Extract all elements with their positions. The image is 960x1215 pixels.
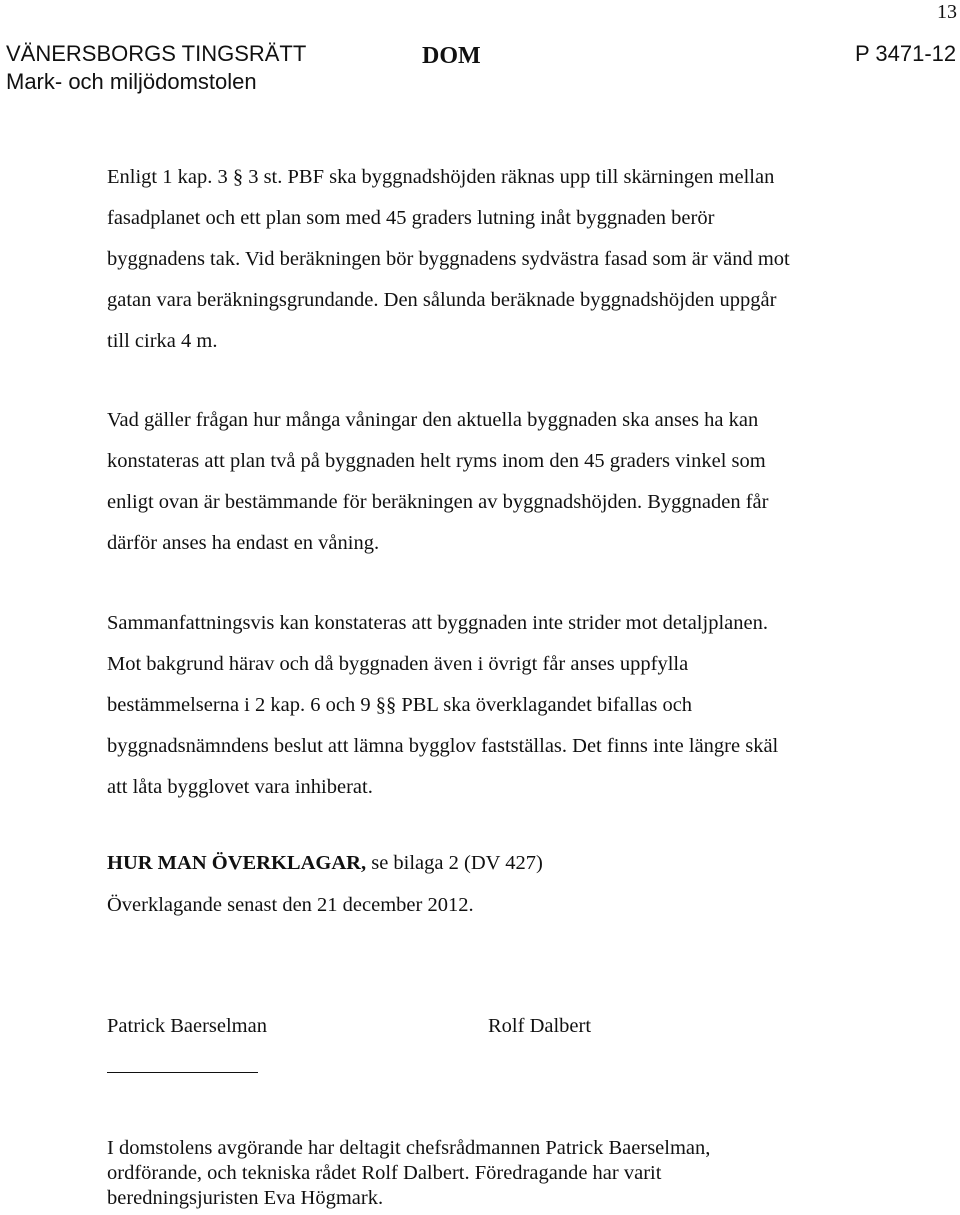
signature-left: Patrick Baerselman: [107, 1015, 267, 1037]
court-division: Mark- och miljödomstolen: [6, 69, 257, 94]
text-line: Vad gäller frågan hur många våningar den aktuella byggnaden ska anses ha kan: [107, 409, 759, 431]
appeal-heading: HUR MAN ÖVERKLAGAR,: [107, 852, 367, 874]
appeal-deadline: Överklagande senast den 21 december 2012.: [107, 894, 474, 916]
text-line: Mot bakgrund härav och då byggnaden även i övrigt får anses uppfylla: [107, 653, 689, 675]
text-line: byggnadens tak. Vid beräkningen bör byggnadens sydvästra fasad som är vänd mot: [107, 248, 790, 270]
court-composition-note: [107, 1136, 907, 1211]
document-type: DOM: [422, 43, 481, 69]
text-line: därför anses ha endast en våning.: [107, 532, 380, 554]
text-line: till cirka 4 m.: [107, 330, 218, 352]
text-line: byggnadsnämndens beslut att lämna bygglov fastställas. Det finns inte längre skäl: [107, 735, 779, 757]
text-line: Enligt 1 kap. 3 § 3 st. PBF ska byggnadshöjden räknas upp till skärningen mellan: [107, 166, 775, 188]
text-line: att låta bygglovet vara inhiberat.: [107, 776, 373, 798]
appeal-heading-line: [107, 850, 543, 876]
court-name: VÄNERSBORGS TINGSRÄTT: [6, 41, 307, 66]
signature-line: [107, 1072, 258, 1073]
signature-right: Rolf Dalbert: [488, 1015, 592, 1037]
text-line: konstateras att plan två på byggnaden helt ryms inom den 45 graders vinkel som: [107, 450, 766, 472]
page-number: 13: [937, 1, 957, 23]
paragraph-conclusion: [107, 603, 907, 808]
text-line: beredningsjuristen Eva Högmark.: [107, 1187, 384, 1209]
text-line: bestämmelserna i 2 kap. 6 och 9 §§ PBL ska överklagandet bifallas och: [107, 694, 693, 716]
text-line: I domstolens avgörande har deltagit chefsrådmannen Patrick Baerselman,: [107, 1137, 711, 1159]
paragraph-floors: [107, 400, 907, 564]
appeal-attachment-reference: se bilaga 2 (DV 427): [366, 852, 543, 874]
case-number: P 3471-12: [855, 41, 957, 66]
text-line: ordförande, och tekniska rådet Rolf Dalbert. Föredragande har varit: [107, 1162, 662, 1184]
paragraph-building-height: [107, 157, 907, 362]
text-line: enligt ovan är bestämmande för beräkningen av byggnadshöjden. Byggnaden får: [107, 491, 769, 513]
text-line: Sammanfattningsvis kan konstateras att byggnaden inte strider mot detaljplanen.: [107, 612, 768, 634]
text-line: fasadplanet och ett plan som med 45 graders lutning inåt byggnaden berör: [107, 207, 715, 229]
text-line: gatan vara beräkningsgrundande. Den sålunda beräknade byggnadshöjden uppgår: [107, 289, 777, 311]
